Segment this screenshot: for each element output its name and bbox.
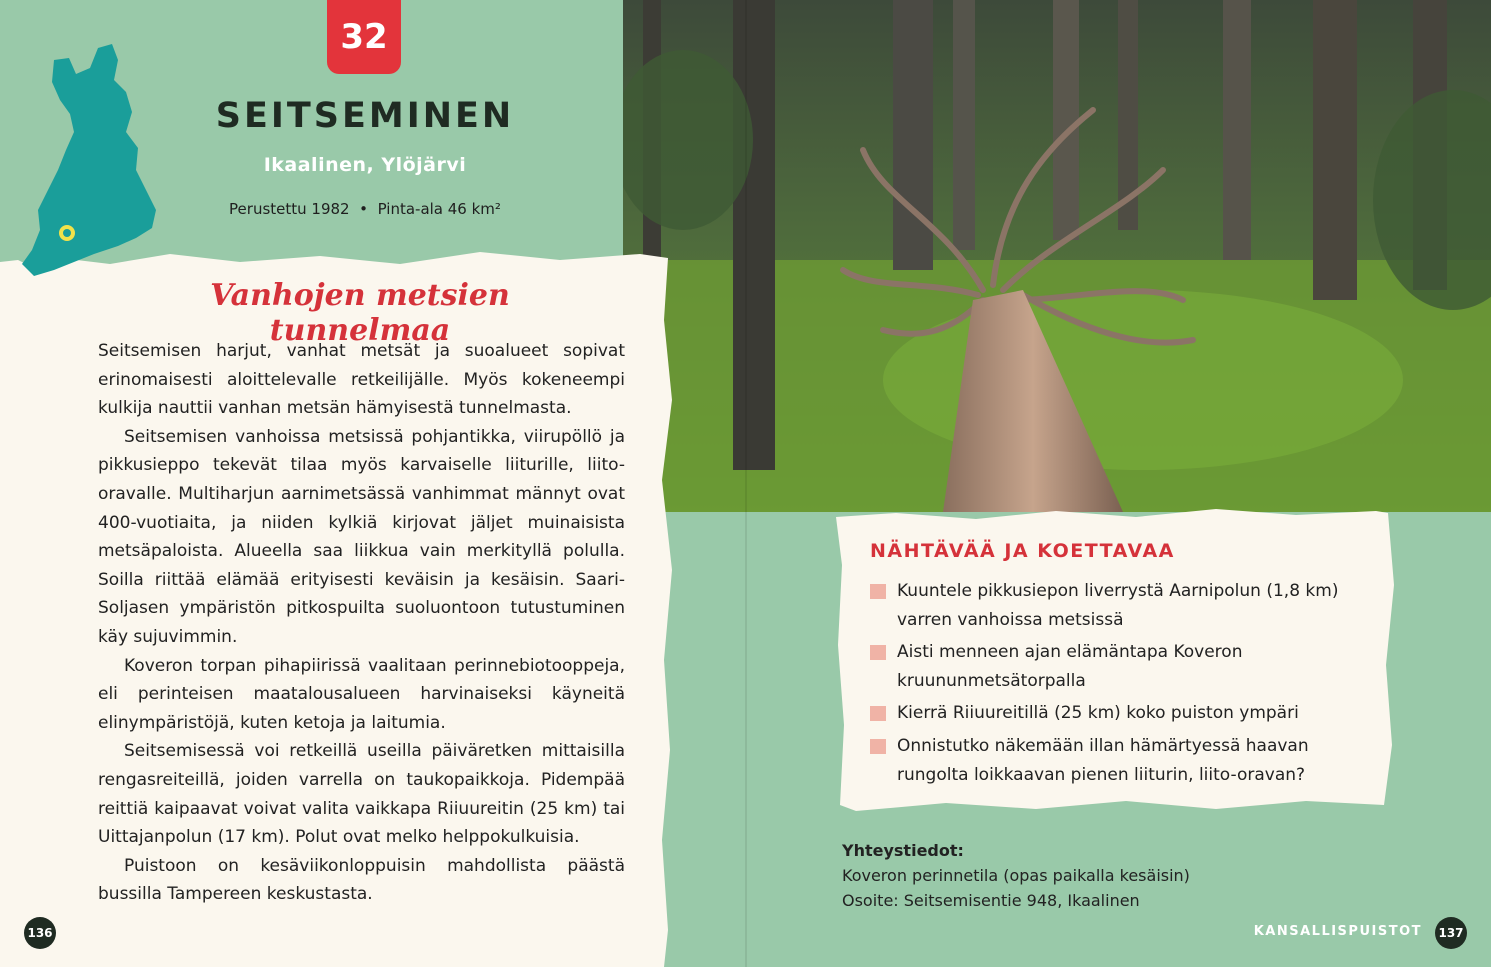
meta-separator: • — [359, 200, 369, 218]
square-bullet-icon — [870, 739, 886, 754]
contact-address: Osoite: Seitsemisentie 948, Ikaalinen — [842, 891, 1140, 910]
list-item — [870, 577, 1370, 634]
square-bullet-icon — [870, 645, 886, 660]
page-number-left: 136 — [24, 917, 56, 949]
article-subtitle: Vanhojen metsien tunnelmaa — [210, 278, 510, 348]
forest-photo — [623, 0, 1491, 512]
park-title: SEITSEMINEN — [215, 96, 515, 136]
list-item-text: Aisti menneen ajan elämäntapa Koveron kruununmetsätorpalla — [897, 642, 1243, 691]
list-item — [870, 732, 1370, 789]
page-gutter — [745, 0, 747, 967]
square-bullet-icon — [870, 584, 886, 599]
sights-heading: NÄHTÄVÄÄ JA KOETTAVAA — [870, 540, 1175, 562]
body-paragraph: Seitsemisessä voi retkeillä useilla päiväretken mittaisilla rengasreiteillä, joiden varrella on taukopaikkoja. Pidempää reittiä kaipaavat voivat valita vaikkapa Riiuureitin (25 km) tai Uittajanpolun (17 km). Polut ovat melko helppokulkuisia. — [98, 741, 625, 848]
finland-map-icon — [14, 40, 164, 285]
area-text: Pinta-ala 46 km² — [377, 200, 501, 218]
page-number-right: 137 — [1435, 917, 1467, 949]
list-item-text: Kierrä Riiuureitillä (25 km) koko puiston ympäri — [897, 703, 1299, 724]
sights-list — [870, 577, 1370, 793]
contact-line: Koveron perinnetila (opas paikalla kesäisin) — [842, 866, 1190, 885]
list-item — [870, 638, 1370, 695]
body-paragraph: Koveron torpan pihapiirissä vaalitaan perinnebiotooppeja, eli perinteisen maatalousalueen harvinaiseksi käyneitä elinympäristöjä, kuten ketoja ja laitumia. — [98, 655, 625, 733]
contact-heading: Yhteystiedot: — [842, 841, 964, 860]
list-item — [870, 699, 1370, 728]
contact-info — [842, 838, 1262, 913]
square-bullet-icon — [870, 706, 886, 721]
park-location: Ikaalinen, Ylöjärvi — [263, 154, 467, 176]
article-body — [98, 337, 625, 909]
founded-text: Perustettu 1982 — [229, 200, 350, 218]
park-number-badge: 32 — [327, 0, 401, 74]
list-item-text: Kuuntele pikkusiepon liverrystä Aarnipolun (1,8 km) varren vanhoissa metsissä — [897, 581, 1339, 630]
body-paragraph: Seitsemisen harjut, vanhat metsät ja suoalueet sopivat erinomaisesti aloittelevalle retkeilijälle. Myös kokeneempi kulkija nauttii vanhan metsän hämyisestä tunnelmasta. — [98, 341, 625, 419]
list-item-text: Onnistutko näkemään illan hämärtyessä haavan rungolta loikkaavan pienen liiturin, liito-oravan? — [897, 735, 1309, 785]
body-paragraph: Puistoon on kesäviikonloppuisin mahdollista päästä bussilla Tampereen keskustasta. — [98, 855, 625, 905]
section-label: KANSALLISPUISTOT — [1253, 924, 1422, 939]
body-paragraph: Seitsemisen vanhoissa metsissä pohjantikka, viirupöllö ja pikkusieppo tekevät tilaa myös karvaiselle liiturille, liito-oravalle. Multiharjun aarnimetsässä vanhimmat männyt ovat 400-vuotiaita, ja niiden kylkiä kirjovat jäljet muinaisista metsäpaloista. Alueella saa liikkua vain merkityllä polulla. Soilla riittää elämää erityisesti keväisin ja kesäisin. Saari-Soljasen ympäristön pitkospuilta suoluontoon tutustuminen käy sujuvimmin. — [98, 426, 625, 647]
park-meta — [170, 200, 560, 218]
